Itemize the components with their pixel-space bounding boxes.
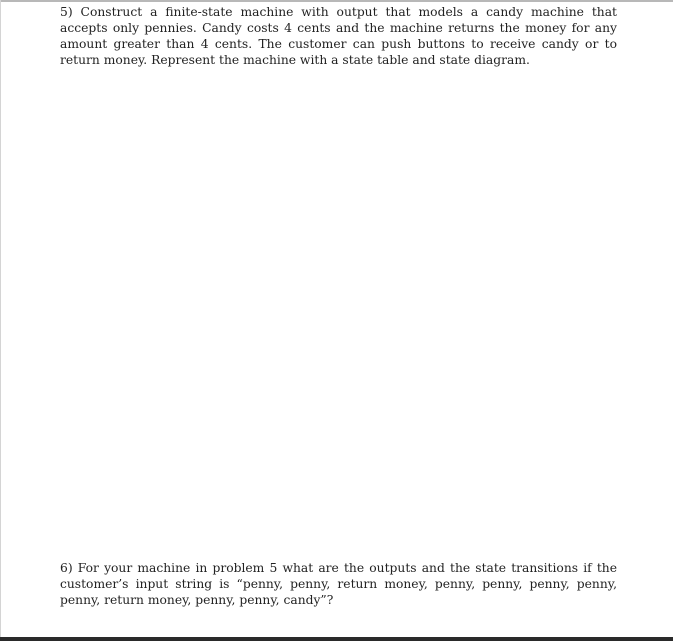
page-left-border <box>0 0 1 641</box>
page-bottom-border <box>0 637 673 641</box>
problem-6-text: 6) For your machine in problem 5 what are the outputs and the state transitions if the customer’s input string is “penny, penny, return money, penny, penny, penny, penny, penny, return money, penny, penny, candy”? <box>60 561 617 607</box>
problem-5-text: 5) Construct a finite-state machine with output that models a candy machine that accepts only pennies. Candy costs 4 cents and the machine returns the money for any amount greater than 4 cents. The customer can push buttons to receive candy or to return money. Represent the machine with a state table and state diagram. <box>60 5 617 67</box>
page-top-border <box>0 0 673 2</box>
